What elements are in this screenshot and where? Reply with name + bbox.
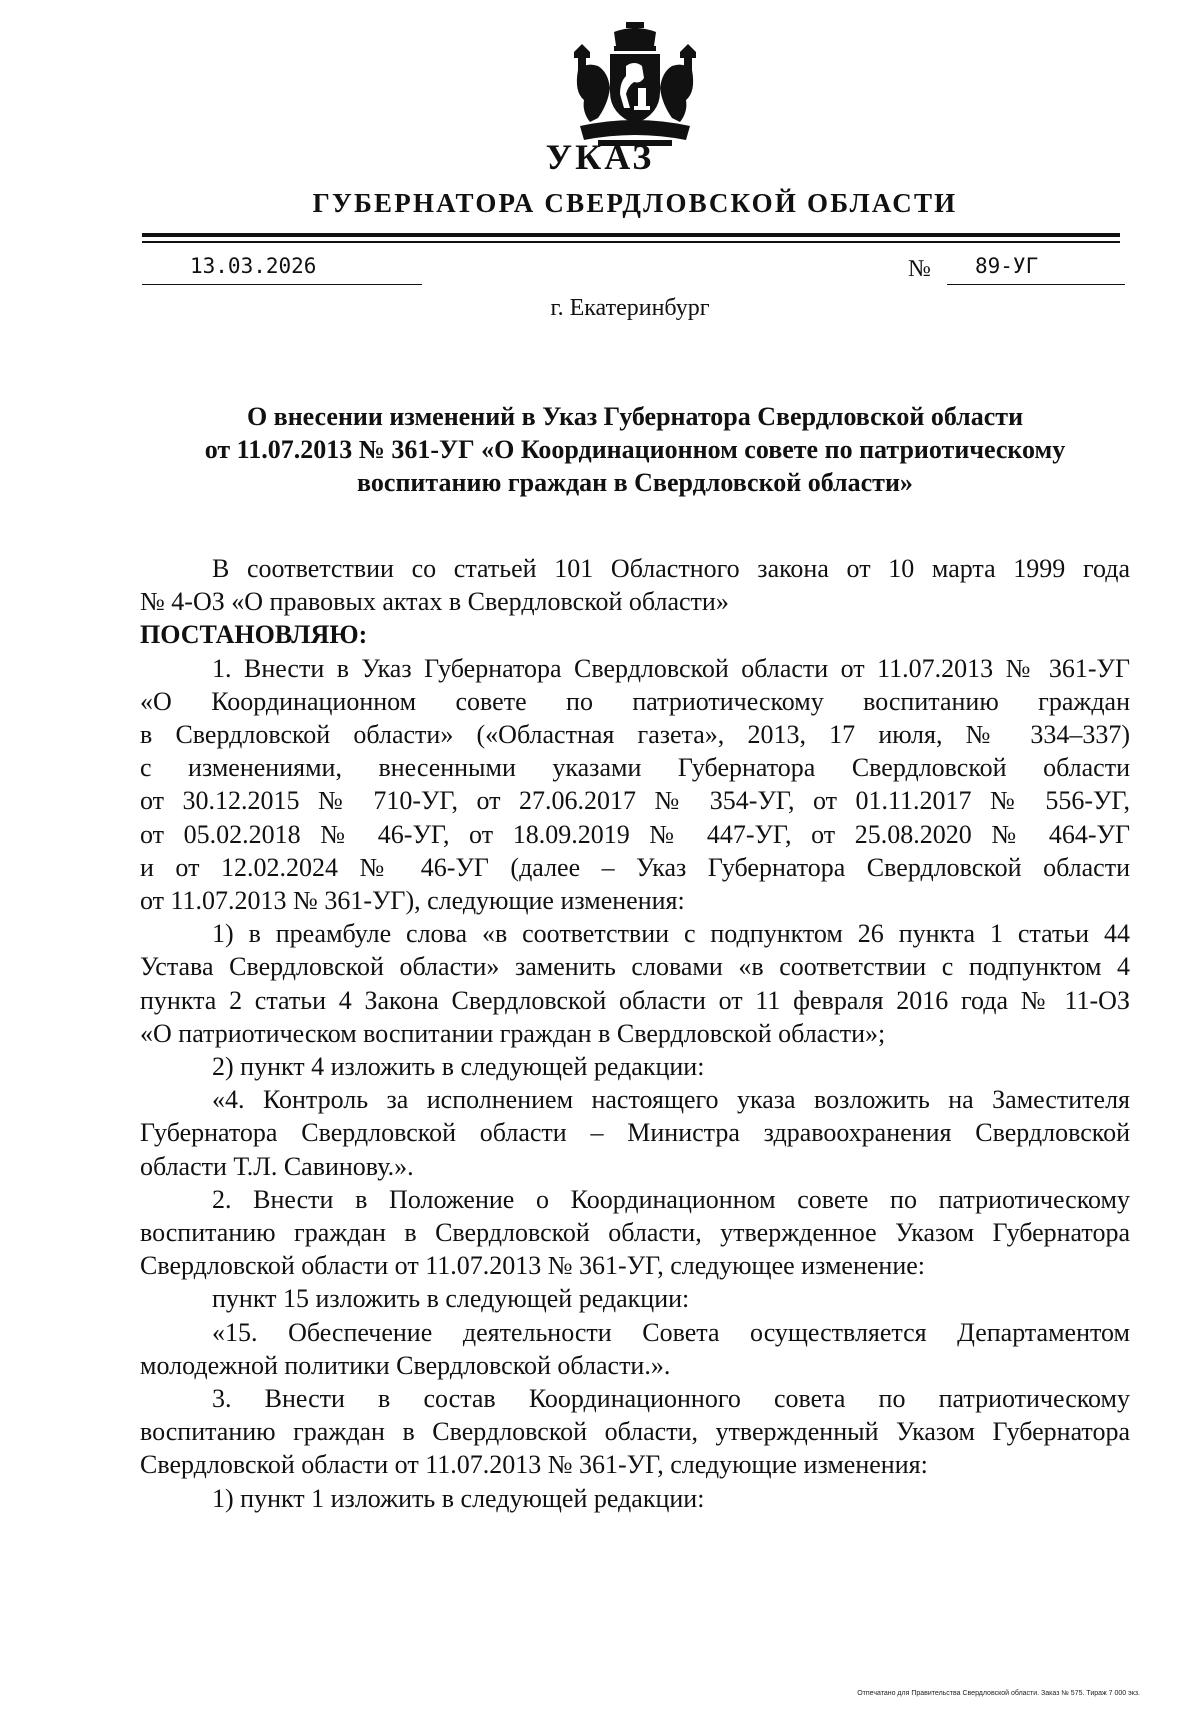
issuer-title: ГУБЕРНАТОРА СВЕРДЛОВСКОЙ ОБЛАСТИ [312, 188, 958, 218]
number-sign: № [908, 256, 931, 282]
coat-of-arms-icon [568, 22, 702, 148]
body-line: в Свердловской области» («Областная газета», 2013, 17 июля, № 334–337) [140, 720, 1130, 750]
body-line: области Т.Л. Савинову.». [140, 1151, 414, 1181]
body-line: 1) пункт 1 изложить в следующей редакции: [212, 1483, 705, 1513]
document-type-title: УКАЗ [545, 137, 655, 177]
header-rule-thin [142, 241, 1120, 243]
decree-number: 89-УГ [975, 254, 1039, 278]
body-line: Губернатора Свердловской области – Министра здравоохранения Свердловской [140, 1118, 1130, 1148]
body-line: 3. Внести в состав Координационного совета по патриотическому [212, 1384, 1130, 1414]
resolve-word: ПОСТАНОВЛЯЮ: [140, 620, 368, 650]
body-line: пункта 2 статьи 4 Закона Свердловской области от 11 февраля 2016 года № 11-ОЗ [140, 985, 1130, 1015]
body-line: пункт 15 изложить в следующей редакции: [212, 1284, 690, 1314]
body-line: Свердловской области от 11.07.2013 № 361-УГ, следующее изменение: [140, 1251, 926, 1281]
number-underline [947, 284, 1125, 285]
body-line: Свердловской области от 11.07.2013 № 361-УГ, следующие изменения: [140, 1450, 928, 1480]
body-line: «4. Контроль за исполнением настоящего указа возложить на Заместителя [212, 1085, 1130, 1115]
body-line: «15. Обеспечение деятельности Совета осуществляется Департаментом [212, 1317, 1130, 1347]
body-line: воспитанию граждан в Свердловской области, утвержденное Указом Губернатора [140, 1218, 1130, 1248]
body-line: «О патриотическом воспитании граждан в Свердловской области»; [140, 1018, 886, 1048]
decree-body [140, 552, 1130, 1515]
body-line: молодежной политики Свердловской области.». [140, 1350, 671, 1380]
body-line: Устава Свердловской области» заменить словами «в соответствии с подпунктом 4 [140, 952, 1130, 982]
heading-line: от 11.07.2013 № 361-УГ «О Координационном совете по патриотическому [204, 435, 1066, 464]
body-line: 1) в преамбуле слова «в соответствии с подпунктом 26 пункта 1 статьи 44 [212, 919, 1130, 949]
body-line: от 11.07.2013 № 361-УГ), следующие изменения: [140, 886, 685, 916]
heading-line: О внесении изменений в Указ Губернатора Свердловской области [246, 402, 1024, 431]
body-line: 1. Внести в Указ Губернатора Свердловской области от 11.07.2013 № 361-УГ [212, 653, 1130, 683]
body-line: воспитанию граждан в Свердловской области, утвержденный Указом Губернатора [140, 1417, 1130, 1447]
date-underline [142, 284, 422, 285]
body-line: и от 12.02.2024 № 46-УГ (далее – Указ Губернатора Свердловской области [140, 852, 1130, 882]
body-line: от 30.12.2015 № 710-УГ, от 27.06.2017 № 354-УГ, от 01.11.2017 № 556-УГ, [140, 786, 1130, 816]
body-line: 2. Внести в Положение о Координационном совете по патриотическому [212, 1184, 1130, 1214]
city-name: г. Екатеринбург [550, 295, 710, 321]
decree-heading [150, 400, 1120, 499]
body-line: с изменениями, внесенными указами Губернатора Свердловской области [140, 753, 1130, 783]
heading-line: воспитанию граждан в Свердловской области» [357, 468, 913, 497]
decree-date: 13.03.2026 [190, 254, 317, 278]
body-line: «О Координационном совете по патриотическому воспитанию граждан [140, 686, 1130, 716]
header-rule-thick [142, 233, 1120, 237]
print-imprint: Отпечатано для Правительства Свердловской области. Заказ № 575. Тираж 7 000 экз. [857, 1690, 1140, 1697]
body-line: 2) пункт 4 изложить в следующей редакции: [212, 1052, 705, 1082]
body-line: В соответствии со статьей 101 Областного закона от 10 марта 1999 года [212, 554, 1130, 583]
body-line: № 4-ОЗ «О правовых актах в Свердловской области» [140, 587, 729, 617]
body-line: от 05.02.2018 № 46-УГ, от 18.09.2019 № 447-УГ, от 25.08.2020 № 464-УГ [140, 819, 1130, 849]
